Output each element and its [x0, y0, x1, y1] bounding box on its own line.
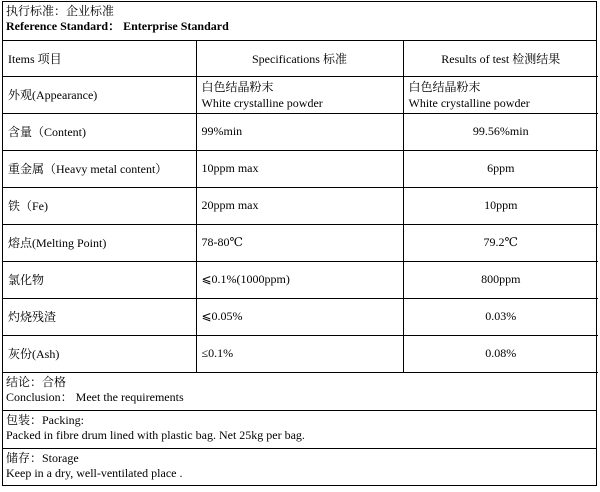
table-row: [3, 261, 598, 298]
col-header-results: Results of test 检测结果: [403, 41, 598, 76]
packing-title: 包装：Packing:: [6, 412, 84, 427]
storage-title: 储存：Storage: [6, 450, 79, 465]
result-en: White crystalline powder: [408, 95, 530, 110]
standard-cn: 执行标准：企业标准: [6, 4, 115, 18]
packing-block: [3, 411, 596, 449]
spec-sheet: [2, 1, 597, 486]
result-cell: 0.08%: [403, 335, 598, 372]
spec-cell: [196, 76, 403, 113]
result-cell: 800ppm: [403, 261, 598, 298]
result-cn: 白色结晶粉末: [408, 79, 481, 94]
result-cell: 6ppm: [403, 150, 598, 187]
table-row: [3, 113, 598, 150]
table-row: [3, 335, 598, 372]
result-cell: 0.03%: [403, 298, 598, 335]
spec-cell: ⩽0.05%: [196, 298, 403, 335]
spec-en: White crystalline powder: [201, 95, 323, 110]
spec-cn: 白色结晶粉末: [201, 79, 274, 94]
spec-cell: 99%min: [196, 113, 403, 150]
col-header-items: Items 项目: [3, 41, 196, 76]
table-row: [3, 150, 598, 187]
packing-text: Packed in fibre drum lined with plastic bag. Net 25kg per bag.: [6, 427, 305, 442]
spec-cell: 20ppm max: [196, 187, 403, 224]
conclusion-en: Conclusion： Meet the requirements: [6, 389, 184, 404]
table-row: [3, 298, 598, 335]
storage-text: Keep in a dry, well-ventilated place .: [6, 465, 183, 480]
item-cell: 灼烧残渣: [3, 298, 196, 335]
item-cell: 外观(Appearance): [3, 76, 196, 113]
standard-header: [3, 2, 596, 41]
item-cell: 熔点(Melting Point): [3, 224, 196, 261]
conclusion-cn: 结论：合格: [6, 374, 67, 389]
item-cell: 含量（Content): [3, 113, 196, 150]
table-row: [3, 224, 598, 261]
conclusion-block: [3, 373, 596, 411]
item-cell: 氯化物: [3, 261, 196, 298]
storage-block: [3, 449, 596, 485]
result-cell: [403, 76, 598, 113]
table-row: [3, 76, 598, 113]
result-cell: 79.2℃: [403, 224, 598, 261]
footer: [3, 373, 596, 485]
spec-cell: 78-80℃: [196, 224, 403, 261]
spec-cell: ⩽0.1%(1000ppm): [196, 261, 403, 298]
table-header-row: [3, 41, 598, 76]
result-cell: 99.56%min: [403, 113, 598, 150]
result-cell: 10ppm: [403, 187, 598, 224]
standard-en: Reference Standard： Enterprise Standard: [6, 19, 229, 33]
table-row: [3, 187, 598, 224]
item-cell: 重金属（Heavy metal content）: [3, 150, 196, 187]
item-cell: 灰份(Ash): [3, 335, 196, 372]
spec-cell: 10ppm max: [196, 150, 403, 187]
spec-table: [3, 41, 598, 373]
col-header-specifications: Specifications 标准: [196, 41, 403, 76]
item-cell: 铁（Fe): [3, 187, 196, 224]
spec-cell: ≤0.1%: [196, 335, 403, 372]
